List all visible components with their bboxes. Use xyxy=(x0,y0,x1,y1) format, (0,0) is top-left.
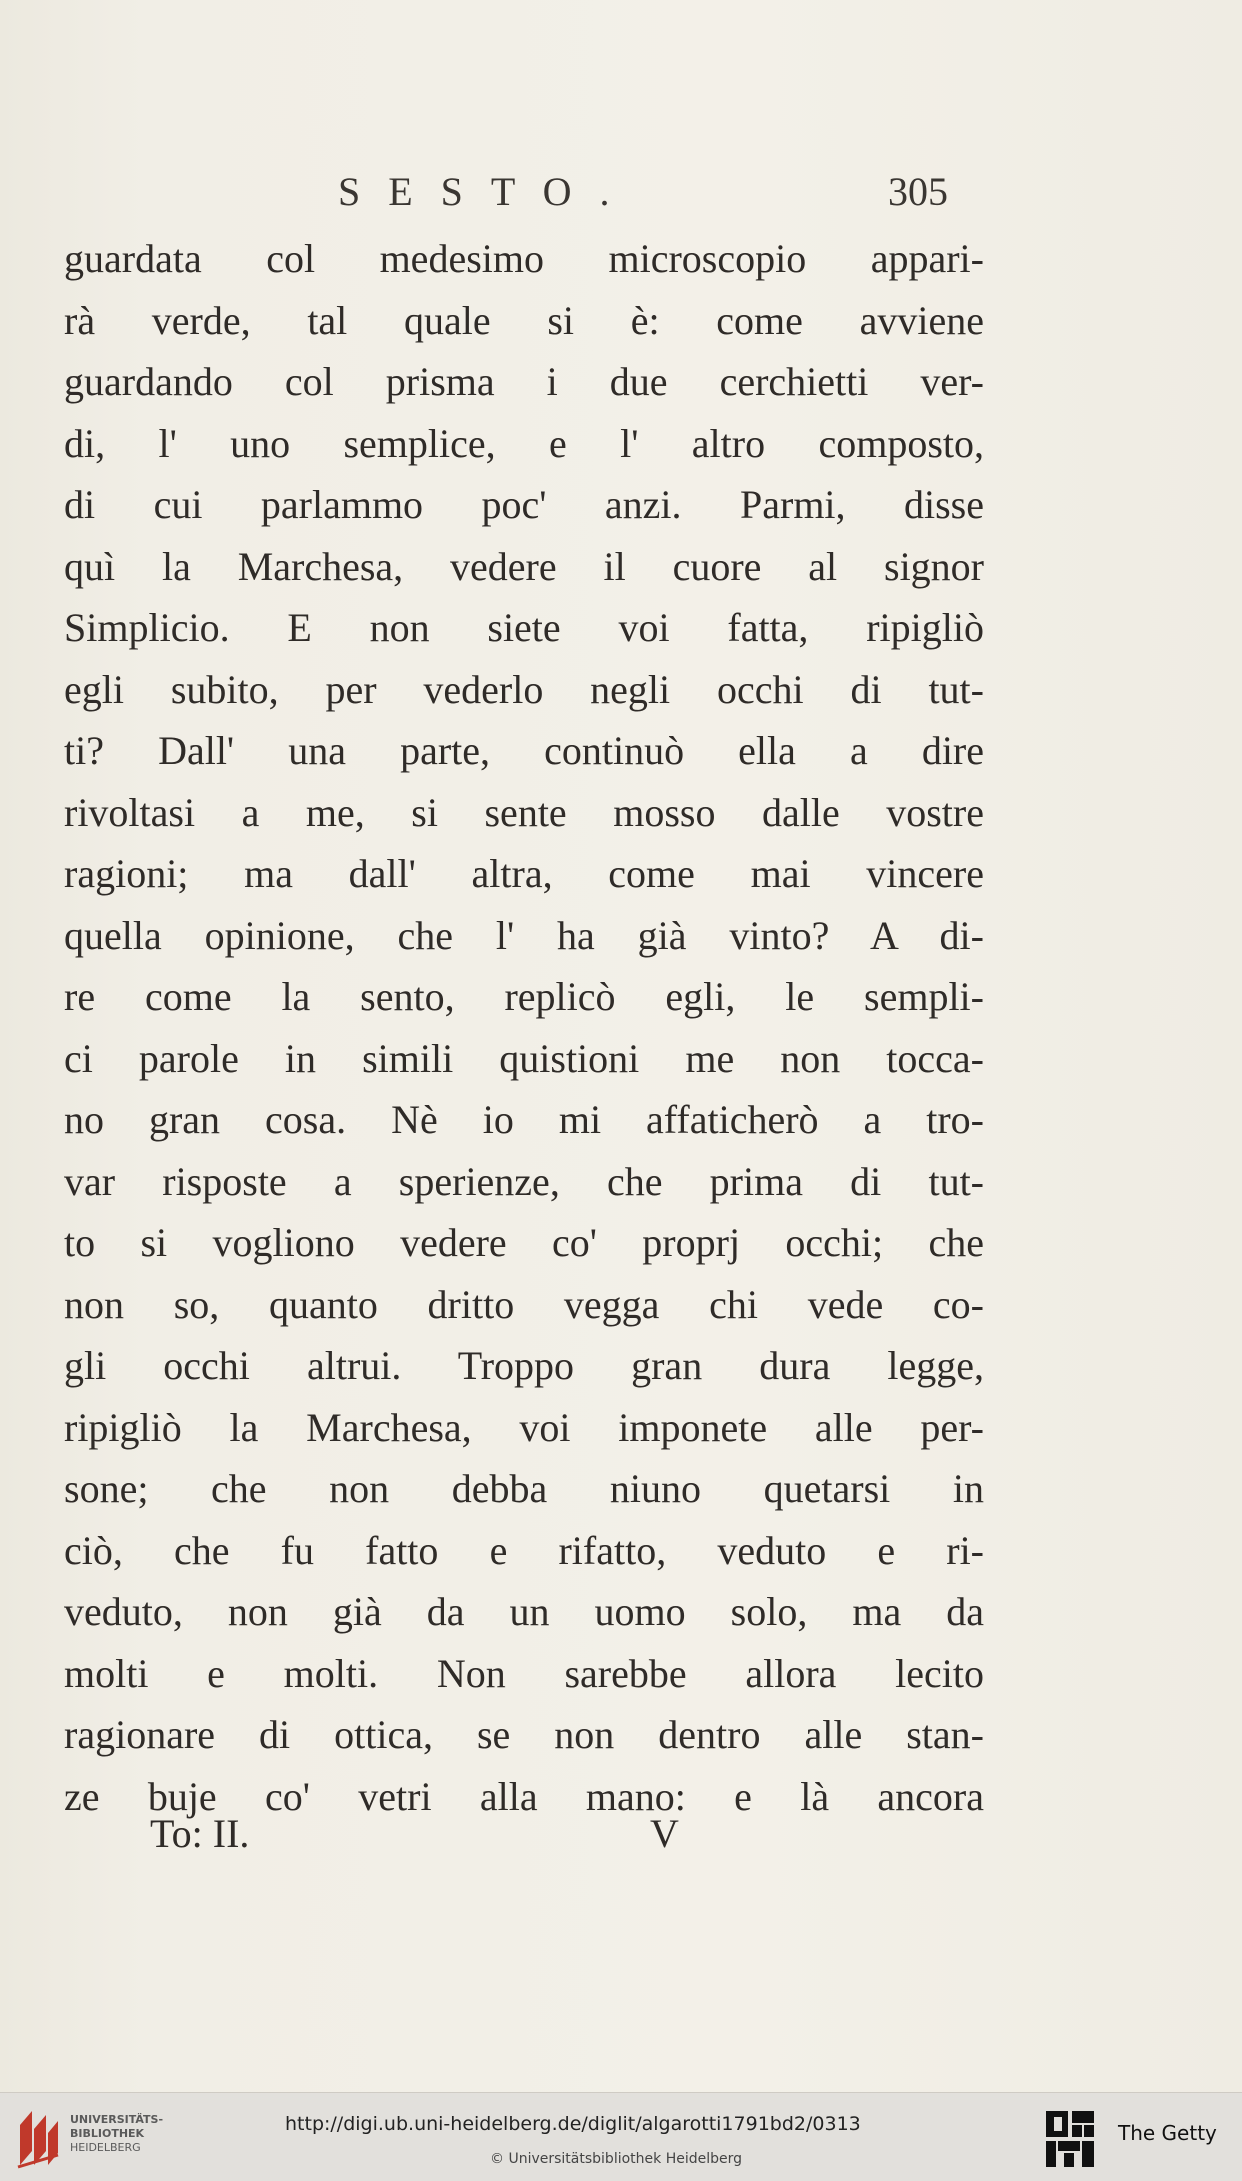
text-line: di, l' uno semplice, e l' altro composto, xyxy=(64,420,984,466)
text-line: ripigliò la Marchesa, voi imponete alle per- xyxy=(64,1404,984,1450)
text-line: ragionare di ottica, se non dentro alle stan- xyxy=(64,1712,984,1757)
university-library-logo-icon[interactable] xyxy=(14,2107,60,2169)
text-line: egli subito, per vederlo negli occhi di tut- xyxy=(64,666,984,712)
copyright-notice: © Universitätsbibliothek Heidelberg xyxy=(490,2151,743,2167)
library-name-line: HEIDELBERG xyxy=(70,2141,141,2154)
running-head: SESTO. xyxy=(338,169,638,214)
library-name-line: BIBLIOTHEK xyxy=(70,2127,145,2140)
text-line: guardata col medesimo microscopio appari- xyxy=(64,236,984,281)
page-number: 305 xyxy=(888,169,948,214)
sponsor-name: The Getty xyxy=(1118,2121,1217,2145)
text-line: rà verde, tal quale si è: come avviene xyxy=(64,297,984,343)
text-line: ciò, che fu fatto e rifatto, veduto e ri- xyxy=(64,1527,984,1573)
source-url-link[interactable]: http://digi.ub.uni-heidelberg.de/diglit/algarotti1791bd2/0313 xyxy=(285,2113,861,2135)
text-line: veduto, non già da un uomo solo, ma da xyxy=(64,1589,984,1634)
volume-signature: To: II. xyxy=(150,1811,250,1856)
text-line: ze buje co' vetri alla mano: e là ancora xyxy=(64,1773,984,1819)
text-line: ti? Dall' una parte, continuò ella a dire xyxy=(64,728,984,773)
page-footer xyxy=(0,1810,1242,1870)
text-line: ragioni; ma dall' altra, come mai vincere xyxy=(64,851,984,896)
text-line: quella opinione, che l' ha già vinto? A di- xyxy=(64,912,984,958)
text-line: var risposte a sperienze, che prima di tut- xyxy=(64,1158,984,1204)
body-text xyxy=(64,228,984,1827)
text-line: quì la Marchesa, vedere il cuore al signor xyxy=(64,543,984,589)
text-line: Simplicio. E non siete voi fatta, ripigliò xyxy=(64,605,984,650)
text-line: molti e molti. Non sarebbe allora lecito xyxy=(64,1650,984,1696)
text-line: no gran cosa. Nè io mi affaticherò a tro- xyxy=(64,1097,984,1142)
getty-logo-icon[interactable] xyxy=(1044,2109,1096,2169)
page-header xyxy=(0,168,1242,228)
text-line: guardando col prisma i due cerchietti ver- xyxy=(64,359,984,404)
digitization-footer-bar xyxy=(0,2092,1242,2181)
university-library-name xyxy=(70,2113,180,2155)
text-line: sone; che non debba niuno quetarsi in xyxy=(64,1466,984,1511)
text-line: to si vogliono vedere co' proprj occhi; che xyxy=(64,1220,984,1265)
library-name-line: UNIVERSITÄTS- xyxy=(70,2113,164,2126)
text-line: di cui parlammo poc' anzi. Parmi, disse xyxy=(64,482,984,527)
text-line: re come la sento, replicò egli, le sempli- xyxy=(64,974,984,1019)
text-line: non so, quanto dritto vegga chi vede co- xyxy=(64,1281,984,1327)
text-line: gli occhi altrui. Troppo gran dura legge, xyxy=(64,1343,984,1388)
gathering-signature: V xyxy=(650,1811,679,1856)
text-line: ci parole in simili quistioni me non tocca- xyxy=(64,1035,984,1081)
text-line: rivoltasi a me, si sente mosso dalle vostre xyxy=(64,789,984,835)
